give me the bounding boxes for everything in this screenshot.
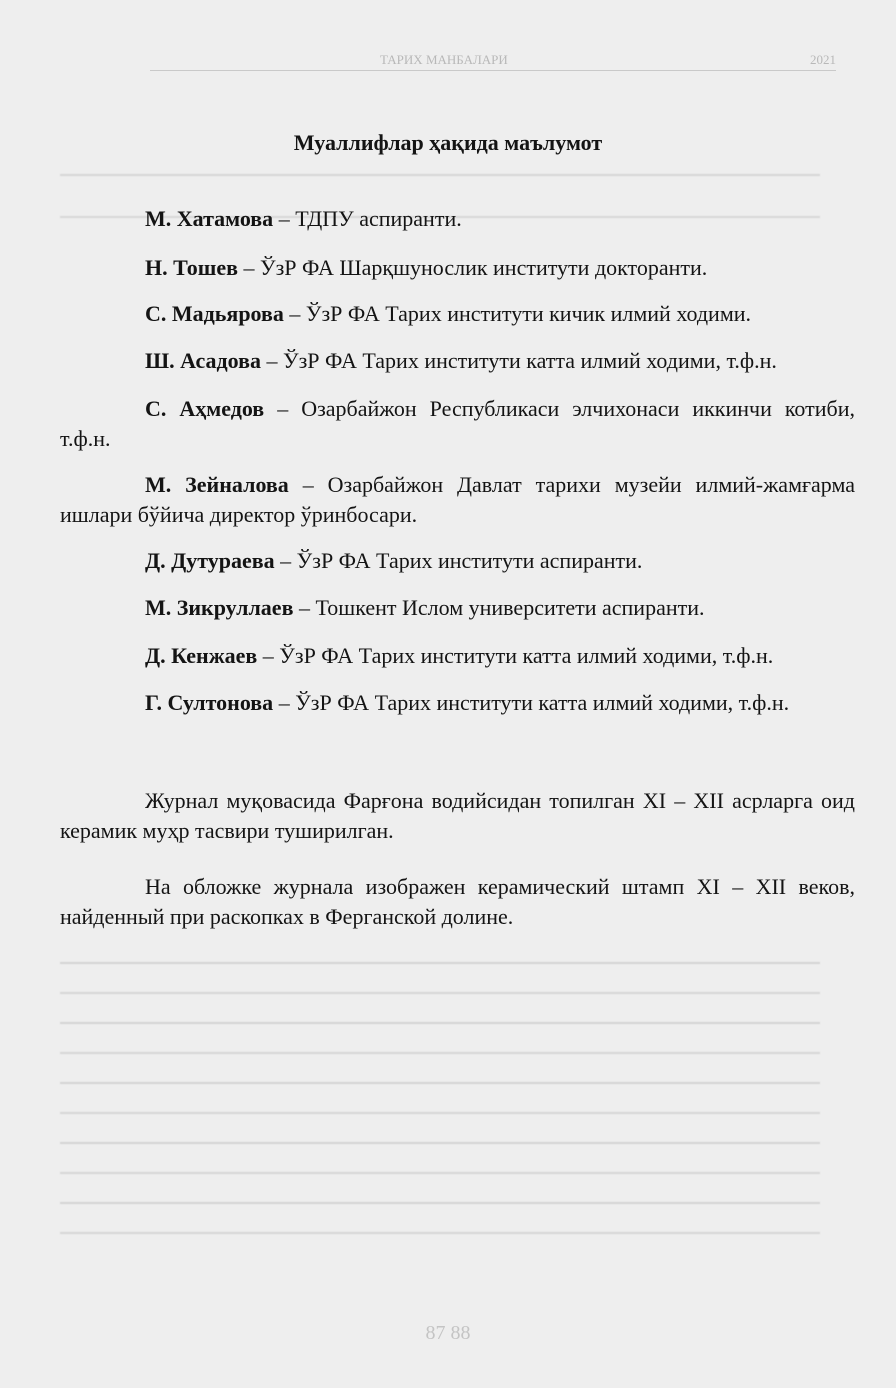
- author-entry: [60, 593, 855, 623]
- author-name: Д. Дутураева: [145, 548, 275, 573]
- cover-note-russian: На обложке журнала изображен керамический штамп XI – XII веков, найденный при раскопках в Ферганской долине.: [60, 874, 855, 929]
- author-entry: [60, 394, 855, 454]
- author-description: – Озарбайжон Республикаси элчихонаси иккинчи котиби, т.ф.н.: [60, 396, 855, 451]
- page-number: 87 88: [425, 1322, 471, 1344]
- author-entry: [60, 546, 855, 576]
- author-name: Г. Султонова: [145, 690, 274, 715]
- author-name: Н. Тошев: [145, 255, 239, 280]
- author-description: – ТДПУ аспиранти.: [273, 206, 462, 231]
- author-name: М. Зейналова: [145, 472, 289, 497]
- author-name: С. Мадьярова: [145, 301, 284, 326]
- author-name: Д. Кенжаев: [145, 643, 258, 668]
- author-entry: [60, 253, 855, 283]
- author-entry: [60, 470, 855, 530]
- author-description: – ЎзР ФА Тарих институти катта илмий ходими, т.ф.н.: [273, 690, 790, 715]
- author-description: – Озарбайжон Давлат тарихи музейи илмий-жамғарма ишлари бўйича директор ўринбосари.: [60, 472, 855, 527]
- author-description: – ЎзР ФА Тарих институти катта илмий ходими, т.ф.н.: [257, 643, 774, 668]
- bleedthrough-texture: [60, 950, 820, 1262]
- cover-note-uzbek: Журнал муқовасида Фарғона водийсидан топилган XI – XII асрларга оид керамик муҳр тасвири туширилган.: [60, 788, 855, 843]
- author-entry: [60, 688, 855, 718]
- page-title: Муаллифлар ҳақида маълумот: [293, 130, 603, 155]
- author-name: С. Аҳмедов: [145, 396, 265, 421]
- author-entry: [60, 299, 855, 329]
- author-name: М. Хатамова: [145, 206, 274, 231]
- author-name: М. Зикруллаев: [145, 595, 294, 620]
- author-description: – ЎзР ФА Тарих институти кичик илмий ходими.: [283, 301, 752, 326]
- running-head-year: 2021: [810, 52, 836, 67]
- author-name: Ш. Асадова: [145, 348, 261, 373]
- running-head-bleedthrough: [150, 48, 836, 71]
- author-entry: [60, 641, 855, 671]
- author-entry: [60, 346, 855, 376]
- author-description: – ЎзР ФА Тарих институти аспиранти.: [274, 548, 643, 573]
- author-description: – Тошкент Ислом университети аспиранти.: [293, 595, 705, 620]
- author-description: – ЎзР ФА Тарих институти катта илмий ходими, т.ф.н.: [261, 348, 777, 373]
- running-head-title: ТАРИХ МАНБАЛАРИ: [380, 52, 508, 67]
- author-description: – ЎзР ФА Шарқшунослик институти докторанти.: [238, 255, 708, 280]
- author-entry: [60, 204, 855, 234]
